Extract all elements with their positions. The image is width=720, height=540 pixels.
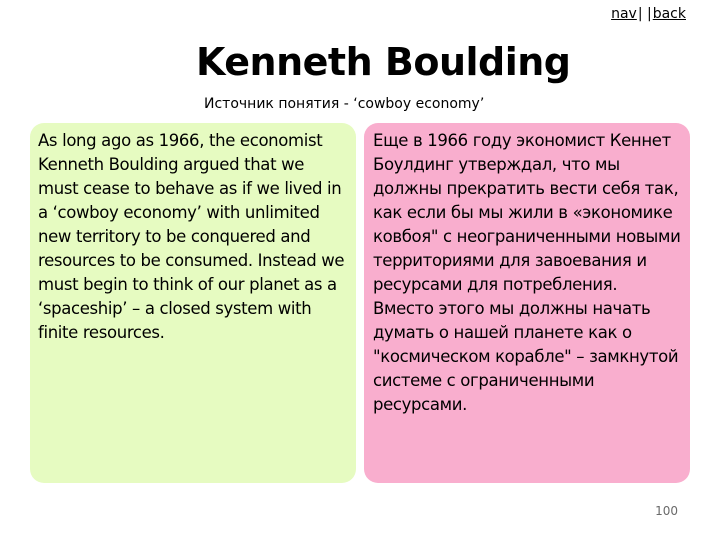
english-text-panel: [30, 123, 356, 483]
back-link[interactable]: back: [652, 6, 686, 22]
page-subtitle: Источник понятия - ‘cowboy economy’: [204, 96, 485, 112]
nav-link[interactable]: nav: [611, 6, 637, 22]
english-paragraph: As long ago as 1966, the economist Kenneth Boulding argued that we must cease to behave as if we lived in a ‘cowboy economy’ with unlimited new territory to be conquered and resources to be consumed. Instead we must begin to think of our planet as a ‘spaceship’ – a closed system with finite resources.: [38, 131, 345, 342]
nav-separator: | |: [637, 6, 652, 22]
russian-paragraph: Еще в 1966 году экономист Кеннет Боулдинг утверждал, что мы должны прекратить вести себя так, как если бы мы жили в «экономике ковбоя" с неограниченными новыми территориями для завоевания и ресурсами для потребления. Вместо этого мы должны начать думать о нашей планете как о "космическом корабле" – замкнутой системе с ограниченными ресурсами.: [373, 131, 681, 414]
navigation-links: [611, 6, 686, 22]
page-title: Kenneth Boulding: [196, 40, 571, 84]
russian-text-panel: [364, 123, 690, 483]
page-number: 100: [655, 504, 678, 518]
